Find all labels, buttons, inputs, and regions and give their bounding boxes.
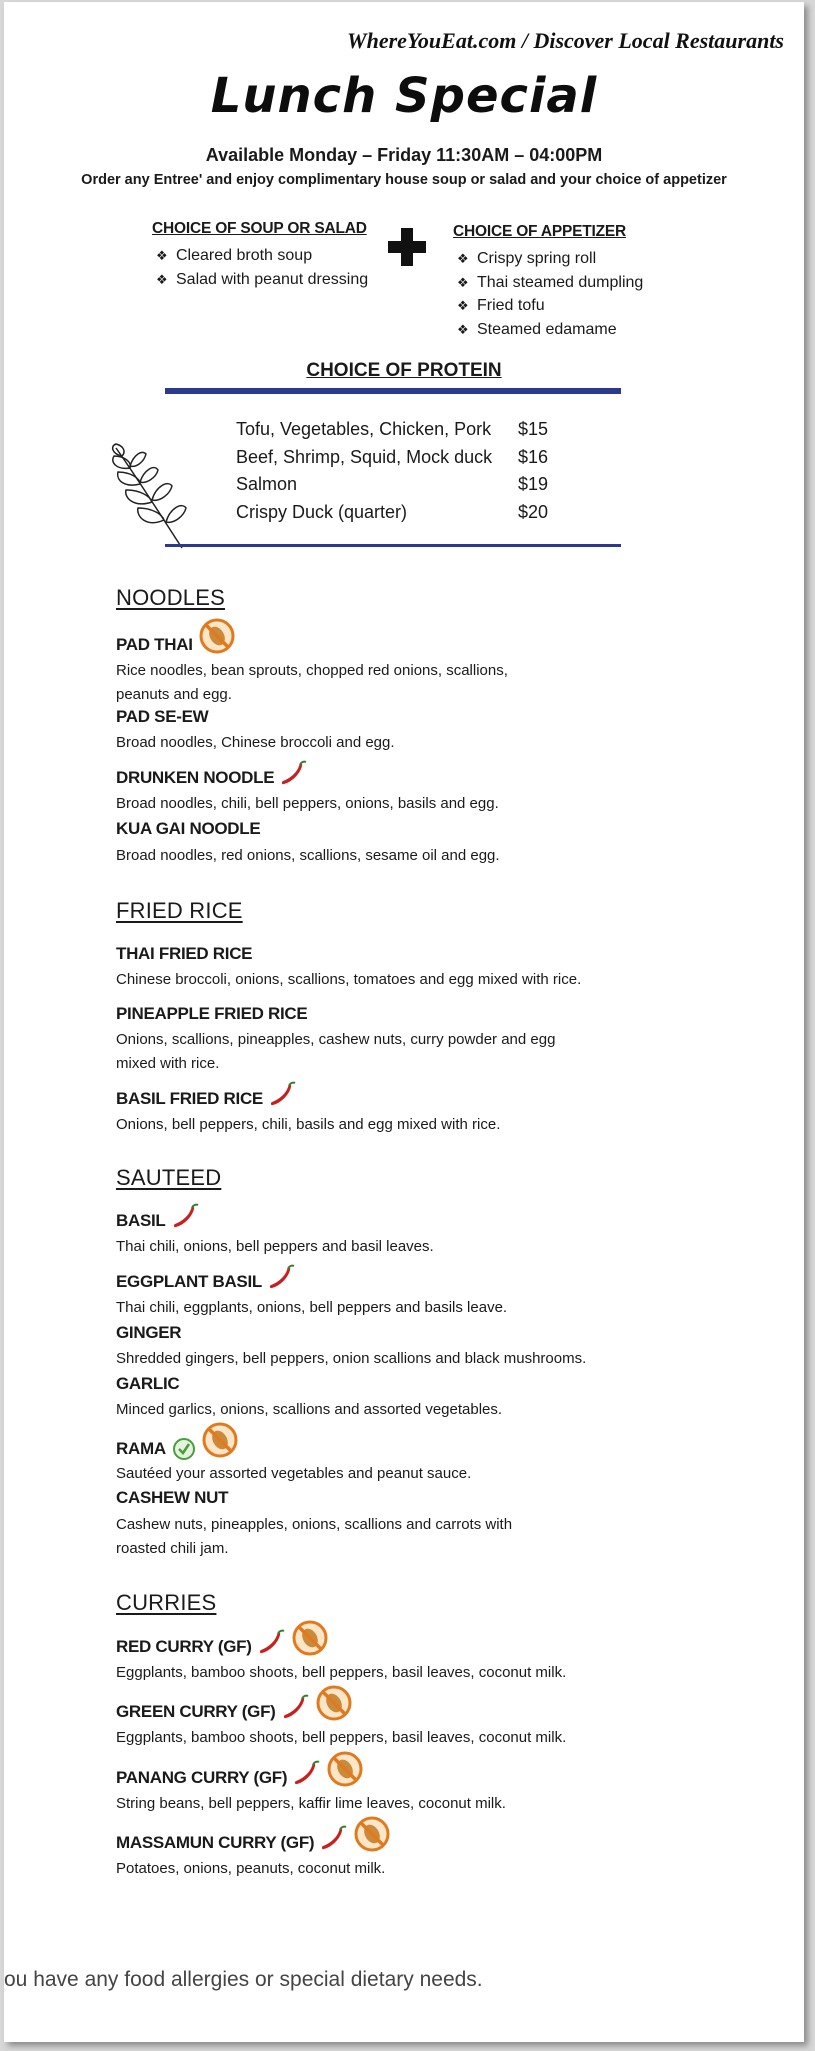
- menu-item-description: Cashew nuts, pineapples, onions, scallions and carrots with: [116, 1516, 513, 1533]
- no-peanut-icon: [199, 618, 235, 654]
- page-title: Lunch Special: [210, 68, 598, 124]
- menu-item-name: THAI FRIED RICE: [116, 944, 253, 963]
- menu-item-description: Thai chili, onions, bell peppers and basil leaves.: [116, 1238, 434, 1255]
- chili-icon: [268, 1264, 296, 1290]
- menu-item-name: EGGPLANT BASIL: [116, 1272, 296, 1292]
- soup-heading: CHOICE OF SOUP OR SALAD: [152, 220, 367, 237]
- chili-icon: [280, 760, 308, 786]
- no-peanut-icon: [202, 1422, 238, 1458]
- menu-item-name: CASHEW NUT: [116, 1488, 229, 1507]
- list-item: ❖ Cleared broth soup: [152, 244, 368, 268]
- menu-item-description: mixed with rice.: [116, 1055, 220, 1072]
- bullet-icon: ❖: [457, 251, 469, 266]
- no-peanut-icon: [327, 1751, 363, 1787]
- table-row: Crispy Duck (quarter) $20: [236, 501, 549, 522]
- section-heading-fried-rice: FRIED RICE: [116, 898, 243, 923]
- divider: [165, 544, 621, 547]
- menu-item-name: GINGER: [116, 1323, 182, 1342]
- menu-item-description: Broad noodles, red onions, scallions, sesame oil and egg.: [116, 847, 500, 864]
- section-heading-noodles: NOODLES: [116, 585, 225, 610]
- menu-item-name: RED CURRY (GF): [116, 1637, 328, 1657]
- menu-item-description: String beans, bell peppers, kaffir lime leaves, coconut milk.: [116, 1795, 506, 1812]
- menu-item-description: Thai chili, eggplants, onions, bell peppers and basils leave.: [116, 1299, 508, 1316]
- no-peanut-icon: [292, 1620, 328, 1656]
- menu-item-description: Shredded gingers, bell peppers, onion scallions and black mushrooms.: [116, 1350, 587, 1367]
- chili-icon: [282, 1694, 310, 1720]
- menu-item-description: roasted chili jam.: [116, 1540, 229, 1557]
- menu-item-name: BASIL: [116, 1211, 200, 1231]
- protein-heading: CHOICE OF PROTEIN: [306, 360, 502, 381]
- no-peanut-icon: [316, 1685, 352, 1721]
- menu-item-name: MASSAMUN CURRY (GF): [116, 1833, 390, 1853]
- chili-icon: [320, 1825, 348, 1851]
- plus-icon: [388, 228, 426, 266]
- menu-item-description: Onions, bell peppers, chili, basils and egg mixed with rice.: [116, 1116, 501, 1133]
- menu-item-description: Sautéed your assorted vegetables and peanut sauce.: [116, 1465, 472, 1482]
- bullet-icon: ❖: [457, 274, 469, 290]
- menu-sheet: [4, 2, 804, 2042]
- leaf-branch-icon: [110, 442, 190, 552]
- menu-item-description: Broad noodles, Chinese broccoli and egg.: [116, 734, 395, 751]
- site-name[interactable]: WhereYouEat.com / Discover Local Restaurants: [347, 28, 784, 53]
- section-heading-curries: CURRIES: [116, 1590, 217, 1615]
- menu-item-description: Eggplants, bamboo shoots, bell peppers, basil leaves, coconut milk.: [116, 1729, 567, 1746]
- menu-item-name: GARLIC: [116, 1374, 180, 1393]
- bullet-icon: ❖: [457, 298, 469, 313]
- menu-item-name: PINEAPPLE FRIED RICE: [116, 1004, 308, 1023]
- menu-item-description: Onions, scallions, pineapples, cashew nuts, curry powder and egg: [116, 1031, 556, 1048]
- soup-salad-choice: [152, 220, 368, 291]
- menu-item-name: PAD THAI: [116, 635, 235, 655]
- no-peanut-icon: [354, 1816, 390, 1852]
- bullet-icon: ❖: [156, 271, 168, 287]
- menu-item-description: Broad noodles, chili, bell peppers, onions, basils and egg.: [116, 795, 499, 812]
- footer-note: ou have any food allergies or special dietary needs.: [4, 1968, 483, 1991]
- protein-price-table: [236, 416, 578, 526]
- menu-item-description: Minced garlics, onions, scallions and assorted vegetables.: [116, 1401, 503, 1418]
- chili-icon: [258, 1629, 286, 1655]
- menu-item-name: RAMA: [116, 1437, 238, 1461]
- section-heading-sauteed: SAUTEED: [116, 1165, 222, 1190]
- availability-text: Available Monday – Friday 11:30AM – 04:00PM: [205, 145, 603, 165]
- menu-item-description: Potatoes, onions, peanuts, coconut milk.: [116, 1860, 386, 1877]
- list-item: ❖ Steamed edamame: [453, 318, 643, 342]
- divider: [165, 388, 621, 394]
- chili-icon: [269, 1081, 297, 1107]
- list-item: ❖ Thai steamed dumpling: [453, 271, 643, 295]
- appetizer-heading: CHOICE OF APPETIZER: [453, 223, 627, 240]
- list-item: ❖ Fried tofu: [453, 294, 643, 318]
- menu-item-description: Chinese broccoli, onions, scallions, tomatoes and egg mixed with rice.: [116, 971, 582, 988]
- menu-item-name: GREEN CURRY (GF): [116, 1702, 352, 1722]
- bullet-icon: ❖: [156, 248, 168, 263]
- table-row: Salmon $19: [236, 474, 549, 495]
- menu-item-name: DRUNKEN NOODLE: [116, 768, 308, 788]
- menu-item-name: KUA GAI NOODLE: [116, 819, 261, 838]
- offer-text: Order any Entree' and enjoy complimentary house soup or salad and your choice of appetizer: [81, 172, 727, 188]
- list-item: ❖ Salad with peanut dressing: [152, 268, 368, 292]
- menu-item-name: PAD SE-EW: [116, 707, 209, 726]
- chili-icon: [172, 1203, 200, 1229]
- table-row: Beef, Shrimp, Squid, Mock duck $16: [236, 446, 549, 467]
- vegan-check-icon: [172, 1437, 196, 1461]
- bullet-icon: ❖: [457, 321, 469, 337]
- menu-item-description: Rice noodles, bean sprouts, chopped red onions, scallions,: [116, 662, 508, 679]
- list-item: ❖ Crispy spring roll: [453, 247, 643, 271]
- menu-item-description: Eggplants, bamboo shoots, bell peppers, basil leaves, coconut milk.: [116, 1664, 567, 1681]
- appetizer-choice: [453, 223, 643, 341]
- menu-item-name: BASIL FRIED RICE: [116, 1089, 297, 1109]
- chili-icon: [293, 1760, 321, 1786]
- menu-item-description: peanuts and egg.: [116, 686, 232, 703]
- table-row: Tofu, Vegetables, Chicken, Pork $15: [236, 419, 549, 440]
- menu-item-name: PANANG CURRY (GF): [116, 1768, 363, 1788]
